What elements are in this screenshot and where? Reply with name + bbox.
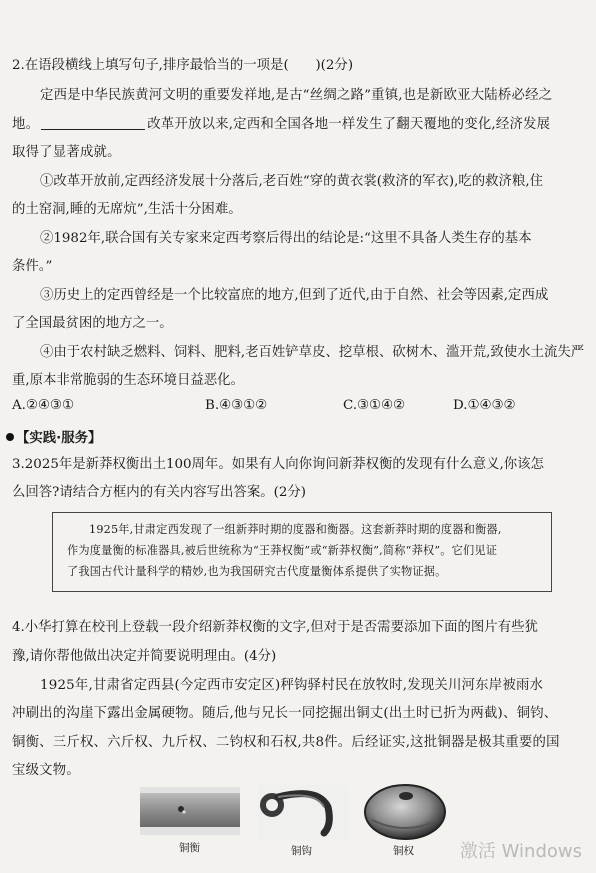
option-a[interactable]: A.②④③① [12, 398, 74, 413]
q2-sentence-1-cont: 的土窑洞,睡的无席炕”,生活十分困难。 [12, 202, 242, 217]
box-line-1: 1925年,甘肃定西发现了一组新莽时期的度器和衡器。这套新莽时期的度器和衡器, [89, 523, 502, 536]
q2-passage-line-1: 定西是中华民族黄河文明的重要发祥地,是古“丝绸之路”重镇,也是新欧亚大陆桥必经之 [40, 88, 553, 103]
q4-passage-line-4: 宝级文物。 [12, 763, 80, 778]
q2-passage-prefix: 地。 [12, 117, 40, 132]
q3-stem-cont: 么回答?请结合方框内的有关内容写出答案。(2分) [12, 485, 306, 500]
box-line-3: 了我国古代计量科学的精妙,也为我国研究古代度量衡体系提供了实物证据。 [67, 565, 447, 578]
q4-passage-line-3: 铜衡、三斤权、六斤权、九斤权、二钧权和石权,共8件。后经证实,这批铜器是极其重要的国 [12, 735, 560, 750]
section-title: 【实践·服务】 [16, 431, 102, 446]
option-b[interactable]: B.④③①② [205, 398, 268, 413]
q3-material-box [52, 512, 552, 592]
q4-stem-cont: 豫,请你帮他做出决定并简要说明理由。(4分) [12, 649, 277, 664]
bullet-icon [6, 433, 14, 441]
q4-passage-line-2: 冲刷出的沟崖下露出金属硬物。随后,他与兄长一同挖掘出铜丈(出土时已折为两截)、铜钧、 [12, 706, 558, 721]
q2-sentence-2: ②1982年,联合国有关专家来定西考察后得出的结论是:“这里不具备人类生存的基本 [40, 231, 532, 246]
q2-sentence-3-cont: 了全国最贫困的地方之一。 [12, 316, 173, 331]
bronze-weight-image [362, 780, 448, 842]
box-line-2: 作为度量衡的标准器具,被后世统称为“王莽权衡”或“新莽权衡”,简称“莽权”。它们见证 [67, 544, 498, 557]
q2-sentence-1: ①改革开放前,定西经济发展十分落后,老百姓“穿的黄衣裳(救济的军衣),吃的救济粮,住 [40, 174, 543, 189]
option-c[interactable]: C.③①④② [343, 398, 406, 413]
windows-activation-watermark: 激活 Windows [459, 841, 582, 862]
q4-stem: 4.小华打算在校刊上登载一段介绍新莽权衡的文字,但对于是否需要添加下面的图片有些犹 [12, 620, 538, 635]
q2-sentence-4: ④由于农村缺乏燃料、饲料、肥料,老百姓铲草皮、挖草根、砍树木、滥开荒,致使水土流失严 [40, 345, 585, 360]
answer-blank [41, 115, 145, 130]
section-heading [6, 427, 101, 446]
bronze-beam-image [140, 787, 240, 835]
caption-bronze-beam: 铜衡 [179, 842, 200, 854]
q2-passage-line-2 [12, 115, 584, 135]
q2-passage-line-3: 取得了显著成就。 [12, 145, 121, 160]
q2-sentence-3: ③历史上的定西曾经是一个比较富庶的地方,但到了近代,由于自然、社会等因素,定西成 [40, 288, 549, 303]
q4-passage-line-1: 1925年,甘肃省定西县(今定西市安定区)秤钩驿村民在放牧时,发现关川河东岸被雨水 [40, 678, 544, 693]
q2-sentence-2-cont: 条件。” [12, 259, 53, 274]
q2-stem: 2.在语段横线上填写句子,排序最恰当的一项是( )(2分) [12, 58, 354, 73]
q2-passage-suffix: 改革开放以来,定西和全国各地一样发生了翻天覆地的变化,经济发展 [147, 117, 551, 132]
bronze-hook-image [258, 785, 348, 841]
q3-stem: 3.2025年是新莽权衡出土100周年。如果有人向你询问新莽权衡的发现有什么意义,你该怎 [12, 457, 544, 472]
q2-sentence-4-cont: 重,原本非常脆弱的生态环境日益恶化。 [12, 373, 244, 388]
option-d[interactable]: D.①④③② [453, 398, 516, 413]
caption-bronze-hook: 铜钩 [291, 845, 312, 857]
caption-bronze-weight: 铜权 [393, 845, 414, 857]
